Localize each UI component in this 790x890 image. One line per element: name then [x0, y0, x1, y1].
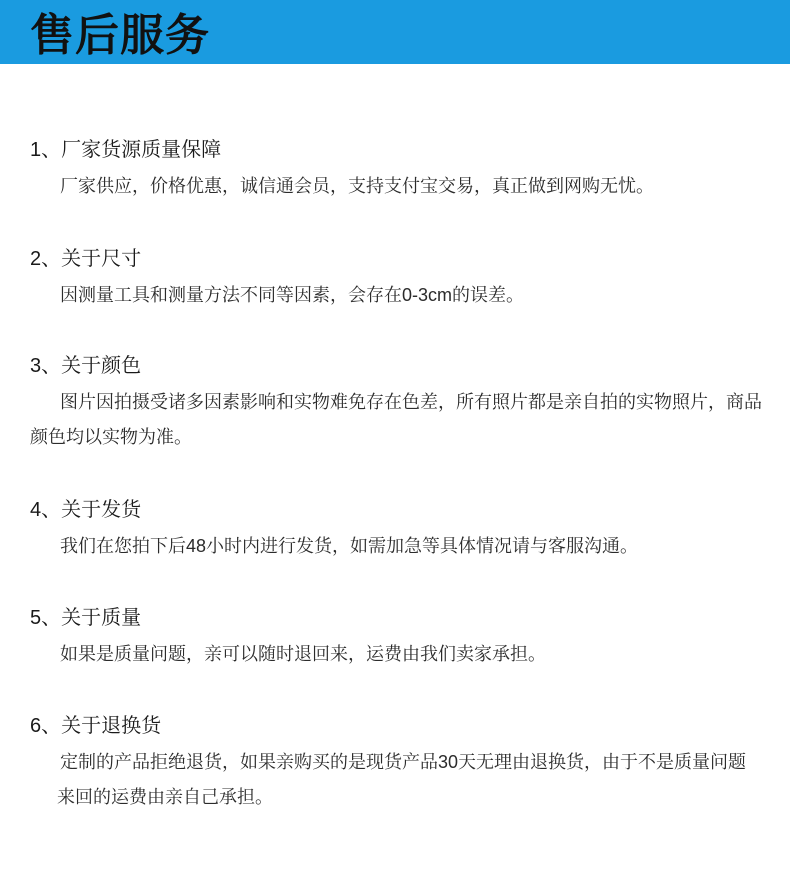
page-title: 售后服务	[30, 11, 210, 60]
section-shipping	[0, 492, 790, 602]
section-heading: 4、关于发货	[30, 499, 142, 521]
header-bar	[0, 0, 790, 64]
section-body-line: 如果是质量问题，亲可以随时退回来，运费由我们卖家承担。	[60, 644, 546, 664]
section-body-line: 厂家供应，价格优惠，诚信通会员，支持支付宝交易，真正做到网购无忧。	[60, 176, 654, 196]
section-heading: 3、关于颜色	[30, 355, 142, 377]
section-body-line: 图片因拍摄受诸多因素影响和实物难免存在色差，所有照片都是亲自拍的实物照片，商品	[60, 392, 762, 412]
section-heading: 1、厂家货源质量保障	[30, 139, 222, 161]
section-heading: 6、关于退换货	[30, 715, 162, 737]
section-body-line: 定制的产品拒绝退货，如果亲购买的是现货产品30天无理由退换货，由于不是质量问题	[60, 752, 747, 772]
section-color	[0, 348, 790, 458]
section-heading: 2、关于尺寸	[30, 248, 142, 270]
section-quality	[0, 600, 790, 710]
section-body-line: 来回的运费由亲自己承担。	[57, 787, 273, 807]
section-heading: 5、关于质量	[30, 607, 142, 629]
section-returns	[0, 708, 790, 818]
section-body-line: 因测量工具和测量方法不同等因素，会存在0-3cm的误差。	[60, 285, 525, 305]
section-body-line: 我们在您拍下后48小时内进行发货，如需加急等具体情况请与客服沟通。	[60, 536, 639, 556]
section-source-quality	[0, 132, 790, 242]
section-size	[0, 241, 790, 351]
section-body-line: 颜色均以实物为准。	[30, 427, 192, 447]
